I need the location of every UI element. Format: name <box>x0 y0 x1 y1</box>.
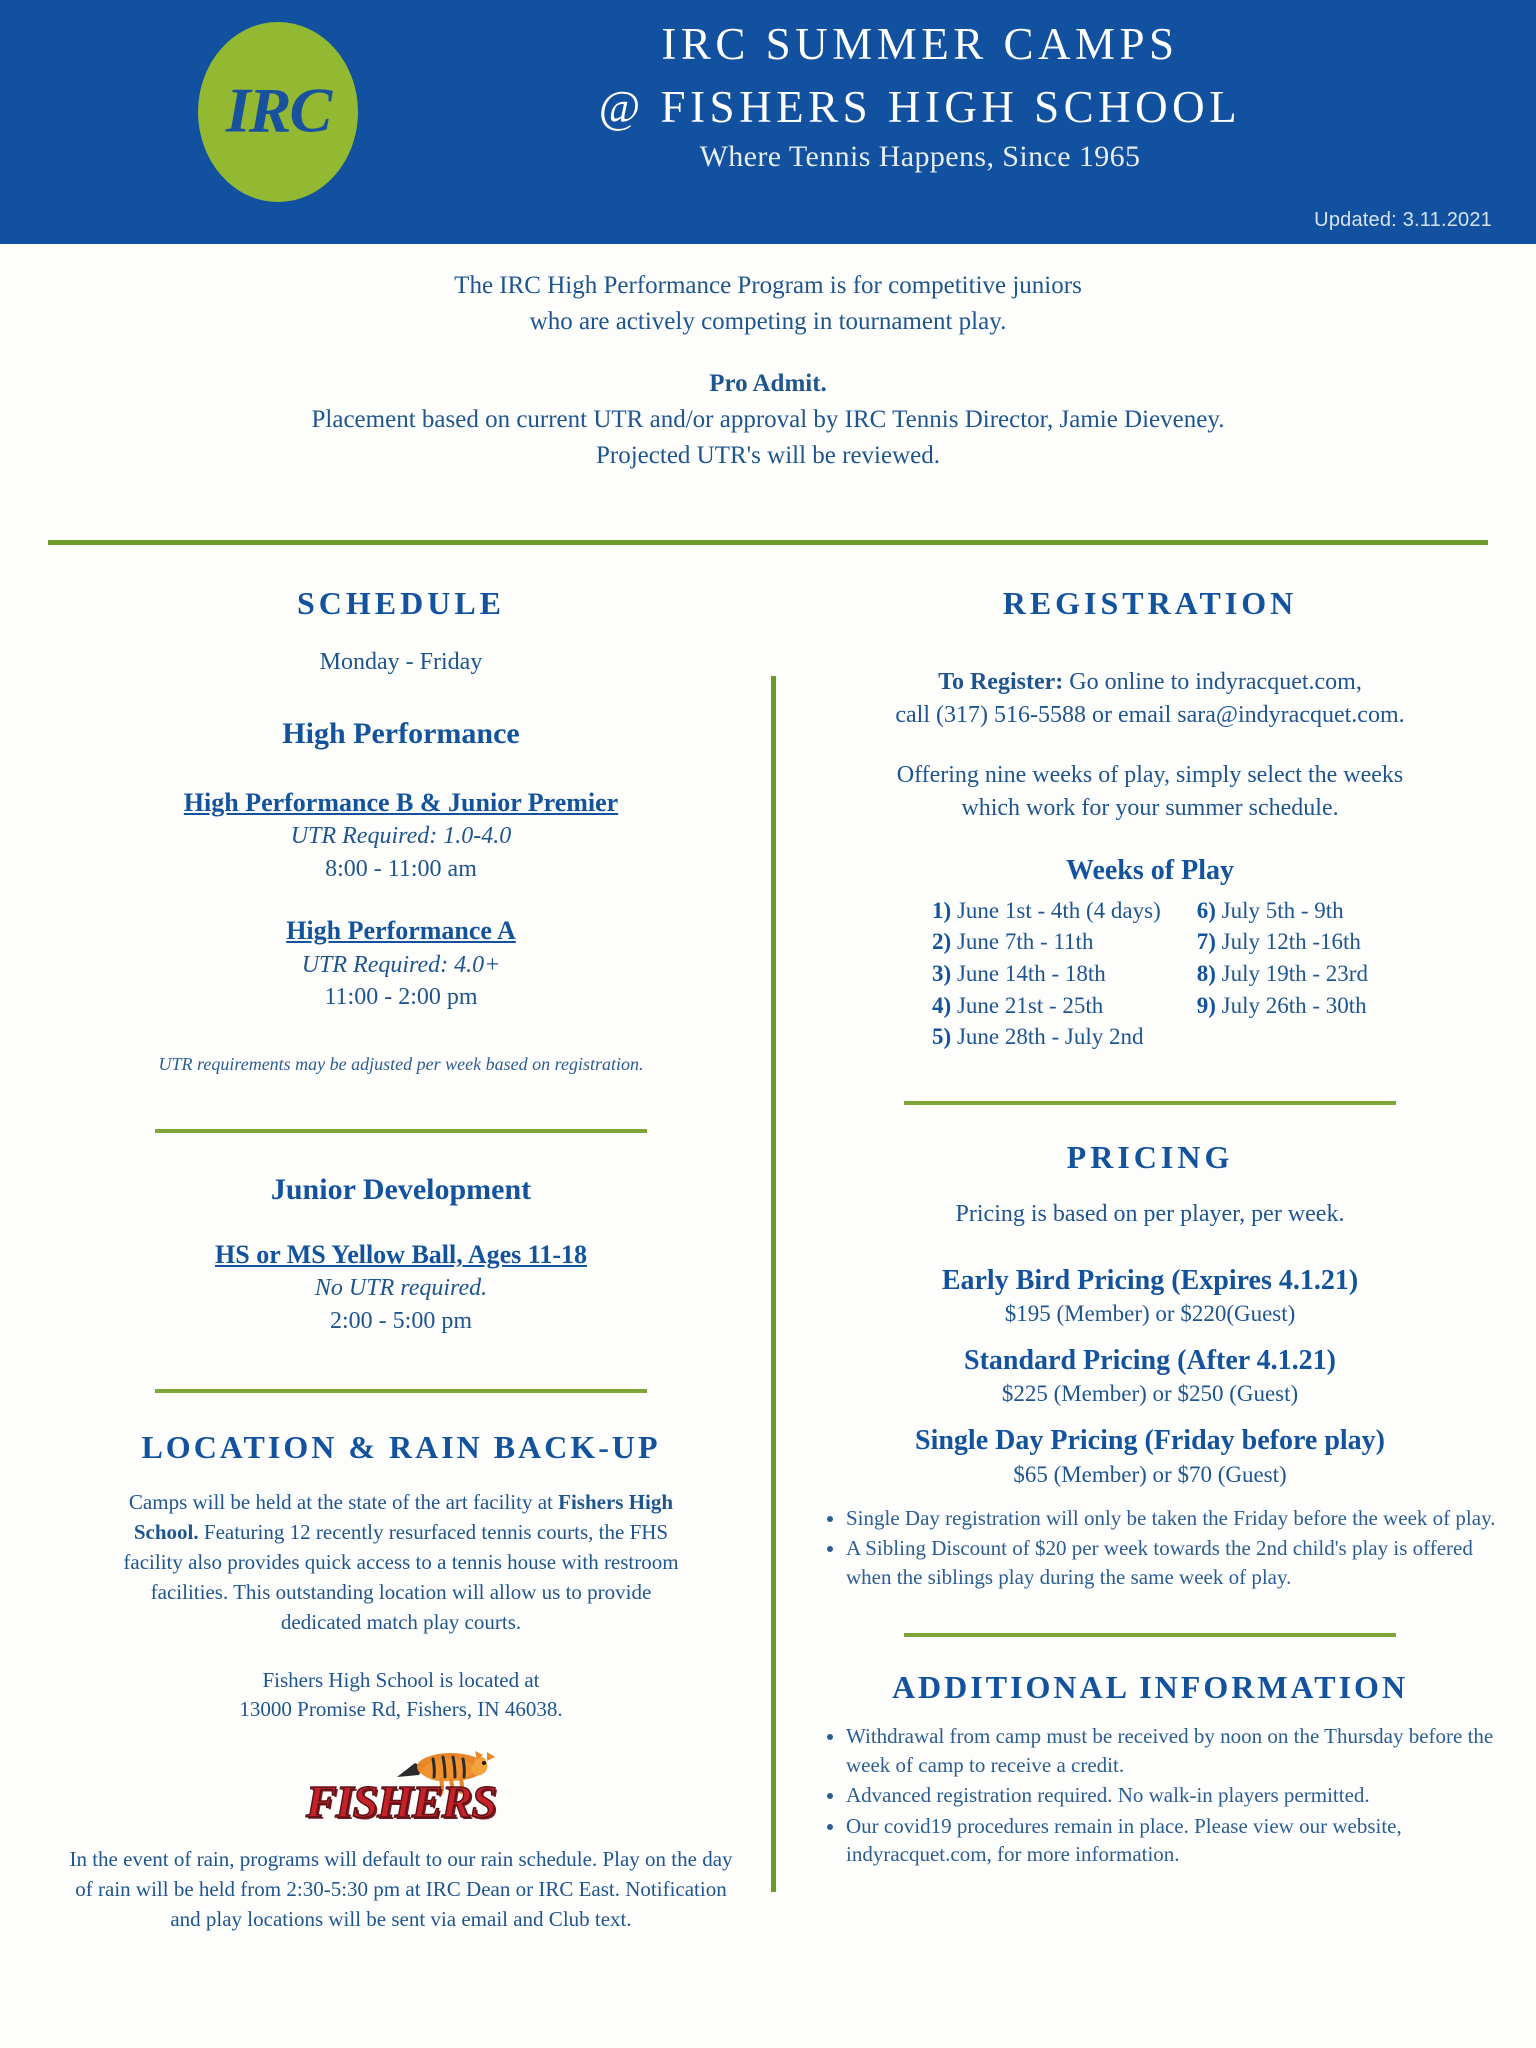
pricing-heading: PRICING <box>1066 1139 1234 1176</box>
right-column <box>800 585 1500 1871</box>
page-header <box>0 0 1536 244</box>
irc-logo-letters: IRC <box>225 74 331 146</box>
address-line-2: 13000 Promise Rd, Fishers, IN 46038. <box>239 1697 563 1722</box>
week-number: 7) <box>1196 929 1216 955</box>
to-register-line-1 <box>800 666 1500 699</box>
list-item: • Withdrawal from camp must be received by noon on the Thursday before the week of camp to receive a credit. <box>846 1722 1500 1779</box>
week-item <box>932 895 1161 927</box>
intro-block <box>0 268 1536 474</box>
irc-logo <box>190 22 370 207</box>
weeks-of-play-heading: Weeks of Play <box>1066 854 1234 886</box>
week-label: June 1st - 4th (4 days) <box>956 897 1161 923</box>
week-label: June 21st - 25th <box>956 992 1104 1018</box>
column-divider <box>771 676 776 1892</box>
location-bold-1: Fishers <box>558 1490 624 1515</box>
schedule-days: Monday - Friday <box>319 649 483 675</box>
high-performance-title: High Performance <box>282 716 520 750</box>
week-item <box>1197 958 1368 990</box>
hp-b-utr: UTR Required: 1.0-4.0 <box>290 822 512 849</box>
irc-logo-circle <box>198 22 358 202</box>
jd-time: 2:00 - 5:00 pm <box>330 1307 472 1334</box>
list-item: • Single Day registration will only be taken the Friday before the week of play. <box>846 1504 1500 1533</box>
registration-heading: REGISTRATION <box>1002 585 1298 621</box>
fishers-wordmark: FISHERS <box>306 1776 496 1828</box>
pricing-tier-value: $195 (Member) or $220(Guest) <box>1004 1301 1296 1327</box>
week-label: July 26th - 30th <box>1221 992 1367 1018</box>
location-text-b: Featuring 12 recently resurfaced tennis courts, the FHS facility also provides quick access to a tennis house with restroom facilities. This outstanding location will allow us to provide dedicated match play courts. <box>123 1520 679 1634</box>
schedule-divider-2 <box>155 1389 647 1393</box>
header-titles <box>390 18 1450 174</box>
offering-line-1: Offering nine weeks of play, simply select the weeks <box>896 762 1404 789</box>
fishers-tigers-logo <box>281 1747 521 1833</box>
left-column <box>48 585 754 1935</box>
pro-admit-label: Pro Admit. <box>709 370 827 397</box>
page-title-line1: IRC SUMMER CAMPS <box>661 19 1179 69</box>
to-register-text: Go online to indyracquet.com, <box>1063 669 1362 695</box>
pricing-tier-name: Single Day Pricing (Friday before play) <box>915 1425 1385 1457</box>
intro-spacer <box>0 340 1536 366</box>
jd-name: HS or MS Yellow Ball, Ages 11-18 <box>215 1239 587 1269</box>
week-item <box>1197 926 1368 958</box>
intro-line-4: Projected UTR's will be reviewed. <box>596 442 940 469</box>
week-label: June 28th - July 2nd <box>956 1024 1144 1050</box>
junior-development-title: Junior Development <box>270 1172 532 1206</box>
weeks-column-left <box>932 895 1161 1054</box>
week-label: July 5th - 9th <box>1221 897 1344 923</box>
week-item <box>932 1021 1161 1053</box>
pricing-tier-name: Early Bird Pricing (Expires 4.1.21) <box>941 1264 1359 1296</box>
week-number: 8) <box>1196 960 1216 986</box>
week-item <box>932 990 1161 1022</box>
week-number: 5) <box>932 1024 952 1050</box>
week-label: June 7th - 11th <box>956 929 1094 955</box>
hp-b-time: 8:00 - 11:00 am <box>325 855 477 882</box>
week-label: July 19th - 23rd <box>1221 960 1368 986</box>
weeks-of-play-grid <box>800 895 1500 1054</box>
additional-information-heading: ADDITIONAL INFORMATION <box>891 1669 1409 1706</box>
schedule-divider-1 <box>155 1129 647 1133</box>
hp-b-name: High Performance B & Junior Premier <box>183 787 619 817</box>
weeks-column-right <box>1197 895 1368 1054</box>
location-paragraph <box>48 1488 754 1637</box>
week-number: 2) <box>932 929 952 955</box>
week-number: 9) <box>1196 992 1216 1018</box>
updated-date: Updated: 3.11.2021 <box>1314 209 1492 231</box>
list-item: • Advanced registration required. No walk-in players permitted. <box>846 1781 1500 1810</box>
location-bold-2: High School. <box>133 1490 674 1545</box>
week-item <box>932 958 1161 990</box>
hp-a-time: 11:00 - 2:00 pm <box>324 984 478 1011</box>
pricing-tier-value: $65 (Member) or $70 (Guest) <box>1013 1461 1287 1487</box>
pricing-basis: Pricing is based on per player, per week. <box>955 1201 1345 1228</box>
jd-utr: No UTR required. <box>314 1275 488 1302</box>
intro-line-2: who are actively competing in tournament play. <box>529 308 1007 335</box>
to-register-label: To Register: <box>938 669 1064 695</box>
pricing-divider <box>904 1633 1396 1637</box>
hp-a-utr: UTR Required: 4.0+ <box>301 951 501 978</box>
week-label: July 12th -16th <box>1221 929 1361 955</box>
pricing-tier-name: Standard Pricing (After 4.1.21) <box>964 1345 1336 1377</box>
week-number: 6) <box>1196 897 1216 923</box>
week-item <box>932 926 1161 958</box>
week-item <box>1197 895 1368 927</box>
address-line-1: Fishers High School is located at <box>262 1667 540 1692</box>
schedule-heading: SCHEDULE <box>296 585 506 621</box>
pricing-bullets <box>800 1504 1500 1592</box>
week-item <box>1197 990 1368 1022</box>
location-heading: LOCATION & RAIN BACK-UP <box>141 1429 661 1466</box>
week-number: 3) <box>932 960 952 986</box>
list-item: • A Sibling Discount of $20 per week towards the 2nd child's play is offered when the siblings play during the same week of play. <box>846 1534 1500 1591</box>
additional-bullets <box>800 1722 1500 1869</box>
hp-a-name: High Performance A <box>286 916 516 946</box>
week-label: June 14th - 18th <box>956 960 1106 986</box>
location-text-a: Camps will be held at the state of the art facility at <box>128 1490 559 1515</box>
rain-paragraph: In the event of rain, programs will default to our rain schedule. Play on the day of rain will be held from 2:30-5:30 pm at IRC Dean or IRC East. Notification and play locations will be sent via email and Club text. <box>69 1847 733 1931</box>
registration-divider <box>904 1101 1396 1105</box>
pricing-tier-value: $225 (Member) or $250 (Guest) <box>1001 1381 1299 1407</box>
intro-line-3: Placement based on current UTR and/or approval by IRC Tennis Director, Jamie Dieveney. <box>311 406 1225 433</box>
list-item: • Our covid19 procedures remain in place. Please view our website, indyracquet.com, for more information. <box>846 1812 1500 1869</box>
week-number: 4) <box>932 992 952 1018</box>
to-register-line-2: call (317) 516-5588 or email sara@indyracquet.com. <box>895 701 1405 728</box>
top-divider <box>48 540 1488 545</box>
week-number: 1) <box>932 897 952 923</box>
utr-note: UTR requirements may be adjusted per week based on registration. <box>158 1053 644 1074</box>
intro-line-1: The IRC High Performance Program is for competitive juniors <box>454 272 1082 299</box>
offering-line-2: which work for your summer schedule. <box>961 794 1339 821</box>
tagline: Where Tennis Happens, Since 1965 <box>699 140 1141 174</box>
page-title-line2: @ FISHERS HIGH SCHOOL <box>598 82 1242 133</box>
